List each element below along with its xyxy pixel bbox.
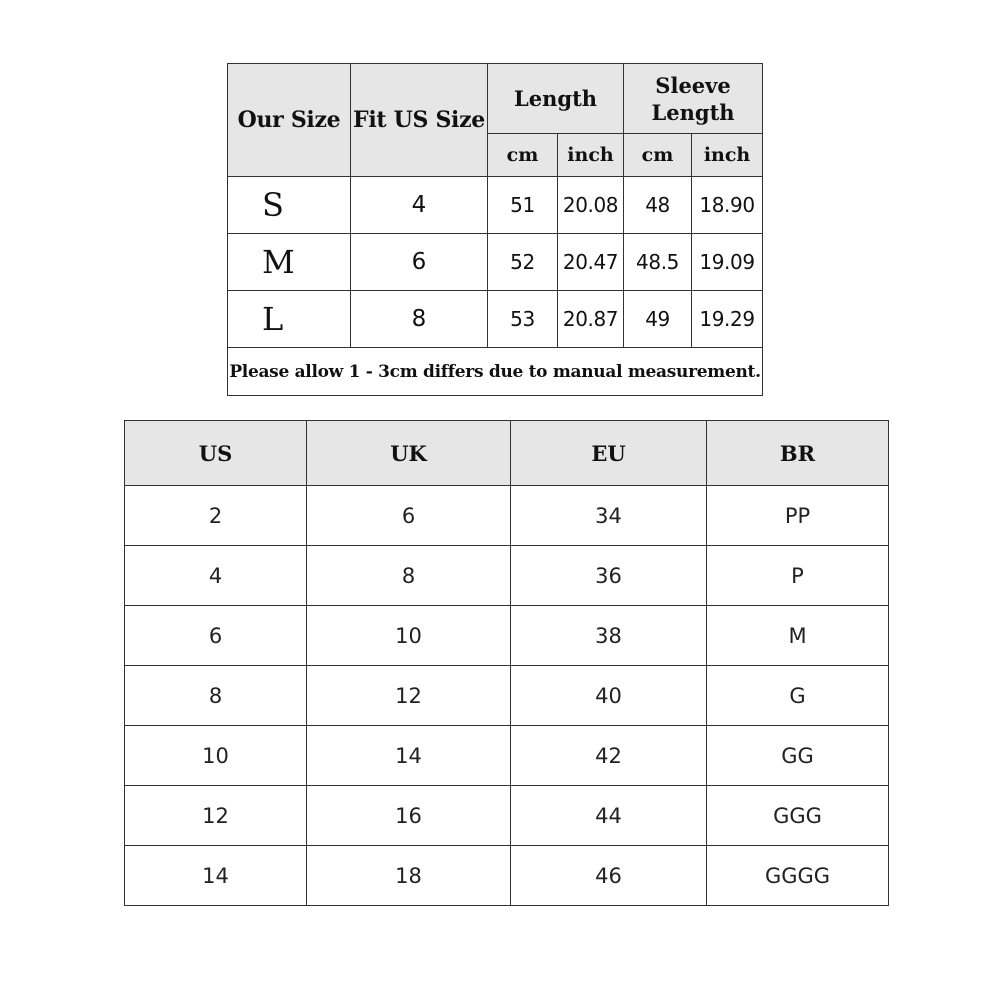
- uk-cell: 12: [307, 666, 511, 726]
- header-length-cm: cm: [488, 134, 558, 177]
- length-cm-cell: 51: [488, 177, 558, 234]
- table-row: [125, 486, 889, 546]
- our-size-cell: L: [228, 291, 351, 348]
- eu-cell: 34: [511, 486, 707, 546]
- eu-cell: 44: [511, 786, 707, 846]
- length-cm-cell: 52: [488, 234, 558, 291]
- header-our-size: Our Size: [228, 64, 351, 177]
- length-inch-cell: 20.08: [558, 177, 624, 234]
- header-length-inch: inch: [558, 134, 624, 177]
- sleeve-inch-cell: 19.09: [692, 234, 763, 291]
- eu-cell: 40: [511, 666, 707, 726]
- length-inch-cell: 20.47: [558, 234, 624, 291]
- br-cell: GGG: [707, 786, 889, 846]
- size-chart-header-row: [228, 64, 763, 134]
- eu-cell: 46: [511, 846, 707, 906]
- table-row: [125, 726, 889, 786]
- fit-us-size-cell: 4: [351, 177, 488, 234]
- size-conversion-table: [124, 420, 889, 906]
- conversion-header-row: [125, 421, 889, 486]
- eu-cell: 42: [511, 726, 707, 786]
- us-cell: 4: [125, 546, 307, 606]
- table-row: [228, 234, 763, 291]
- header-us: US: [125, 421, 307, 486]
- uk-cell: 10: [307, 606, 511, 666]
- us-cell: 8: [125, 666, 307, 726]
- us-cell: 12: [125, 786, 307, 846]
- br-cell: M: [707, 606, 889, 666]
- our-size-cell: S: [228, 177, 351, 234]
- header-sleeve-length: Sleeve Length: [624, 64, 763, 134]
- br-cell: GG: [707, 726, 889, 786]
- br-cell: P: [707, 546, 889, 606]
- uk-cell: 16: [307, 786, 511, 846]
- fit-us-size-cell: 6: [351, 234, 488, 291]
- table-row: [228, 177, 763, 234]
- uk-cell: 14: [307, 726, 511, 786]
- header-uk: UK: [307, 421, 511, 486]
- header-sleeve-inch: inch: [692, 134, 763, 177]
- us-cell: 14: [125, 846, 307, 906]
- measurement-note-row: [228, 348, 763, 396]
- uk-cell: 6: [307, 486, 511, 546]
- us-cell: 6: [125, 606, 307, 666]
- us-cell: 10: [125, 726, 307, 786]
- table-row: [125, 666, 889, 726]
- our-size-cell: M: [228, 234, 351, 291]
- fit-us-size-cell: 8: [351, 291, 488, 348]
- size-chart-table: [227, 63, 763, 396]
- uk-cell: 18: [307, 846, 511, 906]
- length-cm-cell: 53: [488, 291, 558, 348]
- measurement-note: Please allow 1 - 3cm differs due to manual measurement.: [228, 348, 763, 396]
- table-row: [125, 786, 889, 846]
- sleeve-cm-cell: 48.5: [624, 234, 692, 291]
- uk-cell: 8: [307, 546, 511, 606]
- br-cell: PP: [707, 486, 889, 546]
- table-row: [125, 846, 889, 906]
- sleeve-cm-cell: 49: [624, 291, 692, 348]
- sleeve-cm-cell: 48: [624, 177, 692, 234]
- table-row: [125, 606, 889, 666]
- sleeve-inch-cell: 19.29: [692, 291, 763, 348]
- table-row: [228, 291, 763, 348]
- table-row: [125, 546, 889, 606]
- length-inch-cell: 20.87: [558, 291, 624, 348]
- br-cell: G: [707, 666, 889, 726]
- br-cell: GGGG: [707, 846, 889, 906]
- header-fit-us-size: Fit US Size: [351, 64, 488, 177]
- header-sleeve-cm: cm: [624, 134, 692, 177]
- header-eu: EU: [511, 421, 707, 486]
- header-br: BR: [707, 421, 889, 486]
- eu-cell: 38: [511, 606, 707, 666]
- us-cell: 2: [125, 486, 307, 546]
- header-length: Length: [488, 64, 624, 134]
- sleeve-inch-cell: 18.90: [692, 177, 763, 234]
- eu-cell: 36: [511, 546, 707, 606]
